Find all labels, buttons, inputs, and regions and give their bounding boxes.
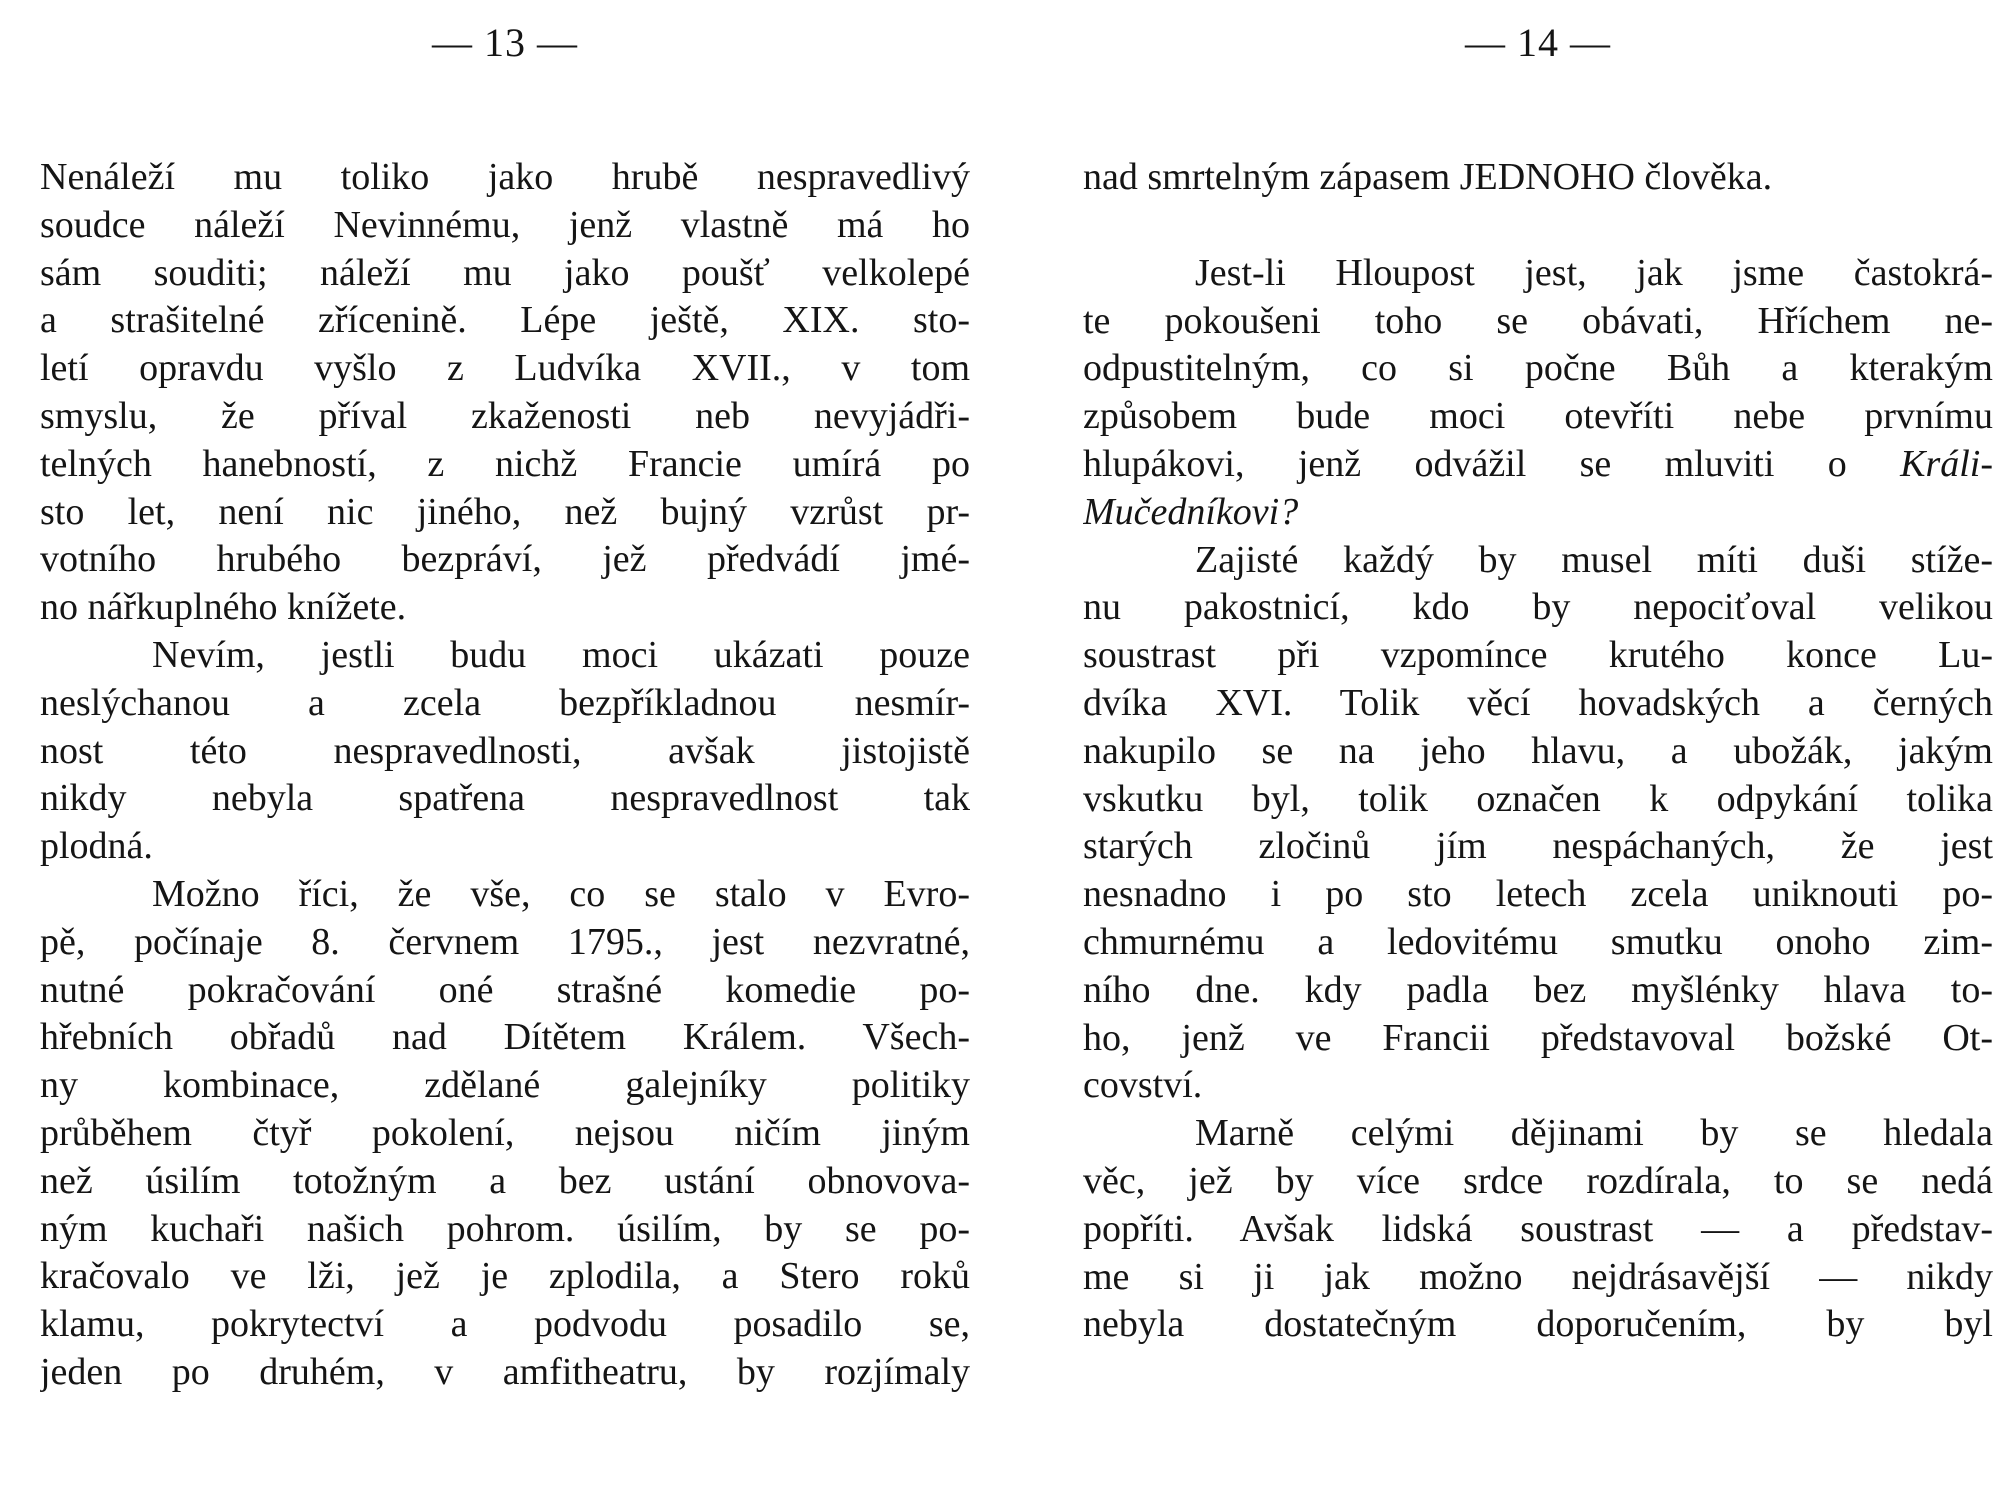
text-line: soustrast při vzpomínce krutého konce Lu- [1083, 634, 1993, 677]
text-line: jeden po druhém, v amfitheatru, by rozjímaly [40, 1350, 970, 1393]
paragraph-start-line: Nevím, jestli budu moci ukázati pouze [152, 633, 970, 676]
text-line: kračovalo ve lži, jež je zplodila, a Stero roků [40, 1255, 970, 1298]
text-line: nakupilo se na jeho hlavu, a ubožák, jakým [1083, 729, 1993, 772]
text-line: ního dne. kdy padla bez myšlénky hlava to- [1083, 968, 1993, 1011]
text-line: ho, jenž ve Francii představoval božské Ot- [1083, 1016, 1993, 1059]
paragraph-start-line: Marně celými dějinami by se hledala [1195, 1112, 1993, 1155]
text-line: soudce náleží Nevinnému, jenž vlastně má ho [40, 203, 970, 246]
text-line: ny kombinace, zdělané galejníky politiky [40, 1064, 970, 1107]
text-line: te pokoušeni toho se obávati, Hříchem ne- [1083, 299, 1993, 342]
text-line: a strašitelné zřícenině. Lépe ještě, XIX. sto- [40, 299, 970, 342]
right-page-text [1083, 154, 1993, 1349]
page-number-14: — 14 — [1465, 20, 1611, 65]
paragraph-end-line: nad smrtelným zápasem JEDNOHO člověka. [1083, 156, 1773, 198]
text-line: nikdy nebyla spatřena nespravedlnost tak [40, 777, 970, 820]
text-line: věc, jež by více srdce rozdírala, to se nedá [1083, 1159, 1993, 1202]
text-line: hřebních obřadů nad Dítětem Králem. Všech- [40, 1016, 970, 1059]
text-line: pě, počínaje 8. červnem 1795., jest nezvratné, [40, 920, 970, 963]
text-line: odpustitelným, co si počne Bůh a kterakým [1083, 347, 1993, 390]
italic-title-part: Králi- [1900, 442, 1993, 485]
text-line: sto let, není nic jiného, než bujný vzrůst pr- [40, 490, 970, 533]
text-line: me si ji jak možno nejdrásavější — nikdy [1083, 1255, 1993, 1298]
text-line: neslýchanou a zcela bezpříkladnou nesmír- [40, 681, 970, 724]
paragraph-start-line: Zajisté každý by musel míti duši stíže- [1195, 538, 1993, 581]
paragraph-end-line: covství. [1083, 1064, 1203, 1107]
text-line: způsobem bude moci otevříti nebe prvnímu [1083, 395, 1993, 438]
text-line: sám souditi; náleží mu jako poušť velkolepé [40, 251, 970, 294]
text-line: nu pakostnicí, kdo by nepociťoval velikou [1083, 586, 1993, 629]
text-line: Nenáleží mu toliko jako hrubě nespravedlivý [40, 156, 970, 198]
text-line: starých zločinů jím nespáchaných, že jest [1083, 825, 1993, 868]
paragraph-start-line: Jest-li Hloupost jest, jak jsme častokrá- [1195, 251, 1993, 294]
text-line: dvíka XVI. Tolik věcí hovadských a černých [1083, 681, 1993, 724]
text-line: letí opravdu vyšlo z Ludvíka XVII., v tom [40, 347, 970, 390]
paragraph-end-line: plodná. [40, 825, 153, 868]
text-line: nebyla dostatečným doporučením, by byl [1083, 1303, 1993, 1346]
text-line: telných hanebností, z nichž Francie umírá po [40, 442, 970, 485]
mixed-style-line [1083, 441, 1993, 489]
left-page [40, 0, 970, 1500]
text-line: nutné pokračování oné strašné komedie po- [40, 968, 970, 1011]
paragraph-start-line: Možno říci, že vše, co se stalo v Evro- [152, 872, 970, 915]
left-page-text [40, 154, 970, 1397]
page-number-13: — 13 — [432, 20, 578, 65]
text-line: nesnadno i po sto letech zcela uniknouti po- [1083, 873, 1993, 916]
italic-title-line: Mučedníkovi? [1083, 490, 1299, 533]
text-line: vskutku byl, tolik označen k odpykání tolika [1083, 777, 1993, 820]
text-line: průběhem čtyř pokolení, nejsou ničím jiným [40, 1111, 970, 1154]
text-line-part: hlupákovi, jenž odvážil se mluviti o [1083, 442, 1847, 485]
text-line: chmurnému a ledovitému smutku onoho zim- [1083, 920, 1993, 963]
text-line: votního hrubého bezpráví, jež předvádí jmé- [40, 538, 970, 581]
text-line: popříti. Avšak lidská soustrast — a představ- [1083, 1207, 1993, 1250]
text-line: než úsilím totožným a bez ustání obnovova- [40, 1159, 970, 1202]
right-page [1083, 0, 1993, 1500]
text-line: nost této nespravedlnosti, avšak jistojistě [40, 729, 970, 772]
text-line: ným kuchaři našich pohrom. úsilím, by se po- [40, 1207, 970, 1250]
paragraph-end-line: no nářkuplného knížete. [40, 586, 407, 629]
text-line: klamu, pokrytectví a podvodu posadilo se, [40, 1303, 970, 1346]
text-line: smyslu, že příval zkaženosti neb nevyjádři- [40, 394, 970, 437]
